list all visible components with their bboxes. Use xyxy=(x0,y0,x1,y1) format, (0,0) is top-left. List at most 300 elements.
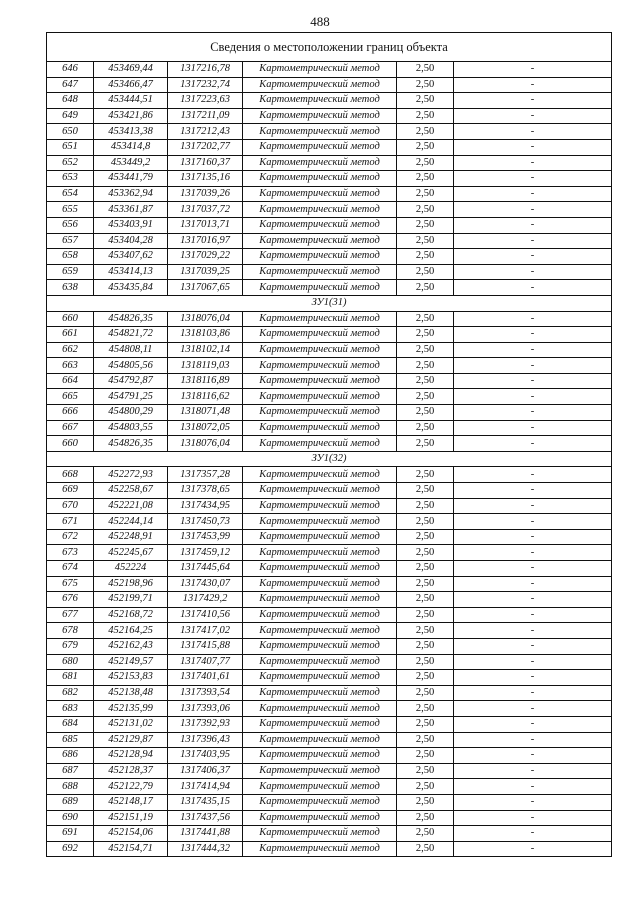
table-row xyxy=(47,217,612,233)
coord-y-cell: 1317357,28 xyxy=(168,467,243,483)
description-cell: - xyxy=(454,576,612,592)
point-number-cell: 679 xyxy=(47,638,94,654)
point-number-cell: 660 xyxy=(47,436,94,452)
coord-y-cell: 1317410,56 xyxy=(168,607,243,623)
precision-cell: 2,50 xyxy=(397,436,454,452)
coord-x-cell: 452148,17 xyxy=(94,794,168,810)
point-number-cell: 685 xyxy=(47,732,94,748)
precision-cell: 2,50 xyxy=(397,264,454,280)
method-cell: Картометрический метод xyxy=(243,716,397,732)
method-cell: Картометрический метод xyxy=(243,607,397,623)
description-cell: - xyxy=(454,62,612,78)
precision-cell: 2,50 xyxy=(397,171,454,187)
coord-y-cell: 1317434,95 xyxy=(168,498,243,514)
precision-cell: 2,50 xyxy=(397,405,454,421)
coord-y-cell: 1318119,03 xyxy=(168,358,243,374)
description-cell: - xyxy=(454,483,612,499)
coord-x-cell: 452224 xyxy=(94,561,168,577)
coord-x-cell: 453421,86 xyxy=(94,108,168,124)
description-cell: - xyxy=(454,342,612,358)
precision-cell: 2,50 xyxy=(397,139,454,155)
precision-cell: 2,50 xyxy=(397,623,454,639)
method-cell: Картометрический метод xyxy=(243,779,397,795)
coord-x-cell: 453449,2 xyxy=(94,155,168,171)
precision-cell: 2,50 xyxy=(397,77,454,93)
precision-cell: 2,50 xyxy=(397,529,454,545)
precision-cell: 2,50 xyxy=(397,124,454,140)
table-row xyxy=(47,264,612,280)
coord-y-cell: 1317445,64 xyxy=(168,561,243,577)
method-cell: Картометрический метод xyxy=(243,358,397,374)
method-cell: Картометрический метод xyxy=(243,62,397,78)
coord-y-cell: 1317037,72 xyxy=(168,202,243,218)
precision-cell: 2,50 xyxy=(397,373,454,389)
coord-x-cell: 452258,67 xyxy=(94,483,168,499)
description-cell: - xyxy=(454,607,612,623)
table-row xyxy=(47,545,612,561)
table-row xyxy=(47,748,612,764)
point-number-cell: 663 xyxy=(47,358,94,374)
table-row xyxy=(47,186,612,202)
description-cell: - xyxy=(454,701,612,717)
description-cell: - xyxy=(454,358,612,374)
table-row xyxy=(47,794,612,810)
precision-cell: 2,50 xyxy=(397,389,454,405)
point-number-cell: 673 xyxy=(47,545,94,561)
coord-y-cell: 1318076,04 xyxy=(168,311,243,327)
table-row xyxy=(47,373,612,389)
coord-x-cell: 454808,11 xyxy=(94,342,168,358)
table-row xyxy=(47,732,612,748)
coord-y-cell: 1317393,06 xyxy=(168,701,243,717)
coord-x-cell: 452199,71 xyxy=(94,592,168,608)
coord-y-cell: 1317223,63 xyxy=(168,93,243,109)
table-row xyxy=(47,108,612,124)
precision-cell: 2,50 xyxy=(397,280,454,296)
coord-y-cell: 1317212,43 xyxy=(168,124,243,140)
precision-cell: 2,50 xyxy=(397,249,454,265)
coord-y-cell: 1318102,14 xyxy=(168,342,243,358)
description-cell: - xyxy=(454,654,612,670)
precision-cell: 2,50 xyxy=(397,155,454,171)
coord-y-cell: 1317453,99 xyxy=(168,529,243,545)
coord-x-cell: 452128,37 xyxy=(94,763,168,779)
precision-cell: 2,50 xyxy=(397,62,454,78)
coord-y-cell: 1317232,74 xyxy=(168,77,243,93)
method-cell: Картометрический метод xyxy=(243,155,397,171)
coord-x-cell: 453413,38 xyxy=(94,124,168,140)
coord-x-cell: 452162,43 xyxy=(94,638,168,654)
coord-y-cell: 1317039,25 xyxy=(168,264,243,280)
table-row xyxy=(47,436,612,452)
method-cell: Картометрический метод xyxy=(243,685,397,701)
point-number-cell: 659 xyxy=(47,264,94,280)
method-cell: Картометрический метод xyxy=(243,826,397,842)
point-number-cell: 655 xyxy=(47,202,94,218)
point-number-cell: 680 xyxy=(47,654,94,670)
description-cell: - xyxy=(454,233,612,249)
table-title: Сведения о местоположении границ объекта xyxy=(47,33,612,62)
coord-y-cell: 1317067,65 xyxy=(168,280,243,296)
coord-x-cell: 452128,94 xyxy=(94,748,168,764)
point-number-cell: 666 xyxy=(47,405,94,421)
point-number-cell: 654 xyxy=(47,186,94,202)
method-cell: Картометрический метод xyxy=(243,592,397,608)
table-row xyxy=(47,280,612,296)
method-cell: Картометрический метод xyxy=(243,576,397,592)
coord-x-cell: 452272,93 xyxy=(94,467,168,483)
coord-x-cell: 453362,94 xyxy=(94,186,168,202)
section-label: ЗУ1(31) xyxy=(47,295,612,311)
method-cell: Картометрический метод xyxy=(243,529,397,545)
method-cell: Картометрический метод xyxy=(243,342,397,358)
precision-cell: 2,50 xyxy=(397,311,454,327)
table-row xyxy=(47,405,612,421)
coord-y-cell: 1318103,86 xyxy=(168,327,243,343)
table-row xyxy=(47,249,612,265)
method-cell: Картометрический метод xyxy=(243,373,397,389)
table-row xyxy=(47,171,612,187)
description-cell: - xyxy=(454,670,612,686)
point-number-cell: 683 xyxy=(47,701,94,717)
coord-y-cell: 1317450,73 xyxy=(168,514,243,530)
coord-x-cell: 453407,62 xyxy=(94,249,168,265)
table-row xyxy=(47,93,612,109)
coord-x-cell: 453404,28 xyxy=(94,233,168,249)
table-row xyxy=(47,607,612,623)
description-cell: - xyxy=(454,389,612,405)
point-number-cell: 690 xyxy=(47,810,94,826)
description-cell: - xyxy=(454,592,612,608)
coord-x-cell: 452248,91 xyxy=(94,529,168,545)
method-cell: Картометрический метод xyxy=(243,280,397,296)
table-row xyxy=(47,467,612,483)
point-number-cell: 652 xyxy=(47,155,94,171)
point-number-cell: 658 xyxy=(47,249,94,265)
point-number-cell: 669 xyxy=(47,483,94,499)
coord-y-cell: 1317393,54 xyxy=(168,685,243,701)
boundary-table-container xyxy=(46,32,611,857)
boundary-coordinates-table xyxy=(46,32,612,857)
description-cell: - xyxy=(454,498,612,514)
table-row xyxy=(47,654,612,670)
precision-cell: 2,50 xyxy=(397,654,454,670)
coord-y-cell: 1318076,04 xyxy=(168,436,243,452)
coord-y-cell: 1317039,26 xyxy=(168,186,243,202)
description-cell: - xyxy=(454,93,612,109)
coord-x-cell: 454805,56 xyxy=(94,358,168,374)
method-cell: Картометрический метод xyxy=(243,405,397,421)
method-cell: Картометрический метод xyxy=(243,732,397,748)
coord-y-cell: 1317396,43 xyxy=(168,732,243,748)
description-cell: - xyxy=(454,810,612,826)
description-cell: - xyxy=(454,311,612,327)
method-cell: Картометрический метод xyxy=(243,139,397,155)
point-number-cell: 677 xyxy=(47,607,94,623)
point-number-cell: 660 xyxy=(47,311,94,327)
description-cell: - xyxy=(454,108,612,124)
precision-cell: 2,50 xyxy=(397,794,454,810)
table-row xyxy=(47,358,612,374)
method-cell: Картометрический метод xyxy=(243,763,397,779)
coord-x-cell: 452151,19 xyxy=(94,810,168,826)
description-cell: - xyxy=(454,249,612,265)
method-cell: Картометрический метод xyxy=(243,748,397,764)
precision-cell: 2,50 xyxy=(397,327,454,343)
coord-x-cell: 453444,51 xyxy=(94,93,168,109)
description-cell: - xyxy=(454,139,612,155)
coord-y-cell: 1317378,65 xyxy=(168,483,243,499)
point-number-cell: 661 xyxy=(47,327,94,343)
coord-x-cell: 452168,72 xyxy=(94,607,168,623)
point-number-cell: 670 xyxy=(47,498,94,514)
table-row xyxy=(47,202,612,218)
point-number-cell: 648 xyxy=(47,93,94,109)
description-cell: - xyxy=(454,685,612,701)
method-cell: Картометрический метод xyxy=(243,670,397,686)
coord-x-cell: 452245,67 xyxy=(94,545,168,561)
coord-x-cell: 452164,25 xyxy=(94,623,168,639)
table-row xyxy=(47,763,612,779)
table-row xyxy=(47,77,612,93)
point-number-cell: 687 xyxy=(47,763,94,779)
coord-x-cell: 453435,84 xyxy=(94,280,168,296)
point-number-cell: 674 xyxy=(47,561,94,577)
precision-cell: 2,50 xyxy=(397,93,454,109)
coord-x-cell: 454792,87 xyxy=(94,373,168,389)
method-cell: Картометрический метод xyxy=(243,217,397,233)
method-cell: Картометрический метод xyxy=(243,467,397,483)
point-number-cell: 646 xyxy=(47,62,94,78)
table-row xyxy=(47,779,612,795)
description-cell: - xyxy=(454,373,612,389)
description-cell: - xyxy=(454,779,612,795)
coord-y-cell: 1317406,37 xyxy=(168,763,243,779)
description-cell: - xyxy=(454,826,612,842)
point-number-cell: 686 xyxy=(47,748,94,764)
method-cell: Картометрический метод xyxy=(243,233,397,249)
coord-y-cell: 1317202,77 xyxy=(168,139,243,155)
table-row xyxy=(47,327,612,343)
precision-cell: 2,50 xyxy=(397,561,454,577)
section-header-row xyxy=(47,295,612,311)
coord-x-cell: 453414,8 xyxy=(94,139,168,155)
point-number-cell: 653 xyxy=(47,171,94,187)
coord-x-cell: 454821,72 xyxy=(94,327,168,343)
method-cell: Картометрический метод xyxy=(243,171,397,187)
method-cell: Картометрический метод xyxy=(243,561,397,577)
coord-x-cell: 454803,55 xyxy=(94,420,168,436)
coord-x-cell: 454800,29 xyxy=(94,405,168,421)
point-number-cell: 649 xyxy=(47,108,94,124)
coord-x-cell: 454826,35 xyxy=(94,436,168,452)
coord-x-cell: 454826,35 xyxy=(94,311,168,327)
description-cell: - xyxy=(454,171,612,187)
table-row xyxy=(47,685,612,701)
point-number-cell: 684 xyxy=(47,716,94,732)
point-number-cell: 656 xyxy=(47,217,94,233)
method-cell: Картометрический метод xyxy=(243,202,397,218)
coord-y-cell: 1317016,97 xyxy=(168,233,243,249)
description-cell: - xyxy=(454,436,612,452)
precision-cell: 2,50 xyxy=(397,217,454,233)
coord-x-cell: 454791,25 xyxy=(94,389,168,405)
section-label: ЗУ1(32) xyxy=(47,451,612,467)
coord-x-cell: 452138,48 xyxy=(94,685,168,701)
point-number-cell: 675 xyxy=(47,576,94,592)
table-row xyxy=(47,670,612,686)
description-cell: - xyxy=(454,716,612,732)
coord-y-cell: 1317401,61 xyxy=(168,670,243,686)
method-cell: Картометрический метод xyxy=(243,623,397,639)
table-title-row xyxy=(47,33,612,62)
table-row xyxy=(47,514,612,530)
description-cell: - xyxy=(454,264,612,280)
precision-cell: 2,50 xyxy=(397,545,454,561)
precision-cell: 2,50 xyxy=(397,108,454,124)
coord-y-cell: 1317415,88 xyxy=(168,638,243,654)
point-number-cell: 688 xyxy=(47,779,94,795)
point-number-cell: 671 xyxy=(47,514,94,530)
point-number-cell: 667 xyxy=(47,420,94,436)
table-row xyxy=(47,841,612,857)
description-cell: - xyxy=(454,561,612,577)
method-cell: Картометрический метод xyxy=(243,311,397,327)
table-row xyxy=(47,483,612,499)
table-row xyxy=(47,233,612,249)
precision-cell: 2,50 xyxy=(397,685,454,701)
description-cell: - xyxy=(454,545,612,561)
precision-cell: 2,50 xyxy=(397,576,454,592)
point-number-cell: 651 xyxy=(47,139,94,155)
coord-y-cell: 1317407,77 xyxy=(168,654,243,670)
point-number-cell: 689 xyxy=(47,794,94,810)
point-number-cell: 672 xyxy=(47,529,94,545)
method-cell: Картометрический метод xyxy=(243,498,397,514)
table-row xyxy=(47,124,612,140)
precision-cell: 2,50 xyxy=(397,607,454,623)
description-cell: - xyxy=(454,763,612,779)
precision-cell: 2,50 xyxy=(397,483,454,499)
table-row xyxy=(47,420,612,436)
section-header-row xyxy=(47,451,612,467)
precision-cell: 2,50 xyxy=(397,810,454,826)
method-cell: Картометрический метод xyxy=(243,389,397,405)
coord-y-cell: 1317392,93 xyxy=(168,716,243,732)
point-number-cell: 691 xyxy=(47,826,94,842)
precision-cell: 2,50 xyxy=(397,467,454,483)
coord-y-cell: 1318116,62 xyxy=(168,389,243,405)
method-cell: Картометрический метод xyxy=(243,701,397,717)
description-cell: - xyxy=(454,124,612,140)
coord-x-cell: 452154,71 xyxy=(94,841,168,857)
description-cell: - xyxy=(454,327,612,343)
precision-cell: 2,50 xyxy=(397,358,454,374)
precision-cell: 2,50 xyxy=(397,716,454,732)
point-number-cell: 657 xyxy=(47,233,94,249)
method-cell: Картометрический метод xyxy=(243,654,397,670)
description-cell: - xyxy=(454,280,612,296)
method-cell: Картометрический метод xyxy=(243,483,397,499)
method-cell: Картометрический метод xyxy=(243,794,397,810)
table-row xyxy=(47,810,612,826)
method-cell: Картометрический метод xyxy=(243,420,397,436)
coord-x-cell: 452135,99 xyxy=(94,701,168,717)
point-number-cell: 638 xyxy=(47,280,94,296)
coord-y-cell: 1317211,09 xyxy=(168,108,243,124)
method-cell: Картометрический метод xyxy=(243,514,397,530)
table-row xyxy=(47,826,612,842)
method-cell: Картометрический метод xyxy=(243,841,397,857)
coord-y-cell: 1318072,05 xyxy=(168,420,243,436)
point-number-cell: 665 xyxy=(47,389,94,405)
coord-y-cell: 1317459,12 xyxy=(168,545,243,561)
coord-x-cell: 453414,13 xyxy=(94,264,168,280)
description-cell: - xyxy=(454,202,612,218)
table-row xyxy=(47,389,612,405)
method-cell: Картометрический метод xyxy=(243,108,397,124)
table-row xyxy=(47,155,612,171)
point-number-cell: 682 xyxy=(47,685,94,701)
description-cell: - xyxy=(454,748,612,764)
table-row xyxy=(47,498,612,514)
table-row xyxy=(47,529,612,545)
method-cell: Картометрический метод xyxy=(243,186,397,202)
precision-cell: 2,50 xyxy=(397,514,454,530)
precision-cell: 2,50 xyxy=(397,841,454,857)
precision-cell: 2,50 xyxy=(397,498,454,514)
precision-cell: 2,50 xyxy=(397,186,454,202)
coord-y-cell: 1317429,2 xyxy=(168,592,243,608)
description-cell: - xyxy=(454,420,612,436)
coord-x-cell: 452129,87 xyxy=(94,732,168,748)
precision-cell: 2,50 xyxy=(397,779,454,795)
method-cell: Картометрический метод xyxy=(243,124,397,140)
coord-y-cell: 1317414,94 xyxy=(168,779,243,795)
coord-y-cell: 1317160,37 xyxy=(168,155,243,171)
page-number: 488 xyxy=(310,14,330,29)
coord-x-cell: 453441,79 xyxy=(94,171,168,187)
coord-y-cell: 1317013,71 xyxy=(168,217,243,233)
precision-cell: 2,50 xyxy=(397,342,454,358)
precision-cell: 2,50 xyxy=(397,420,454,436)
precision-cell: 2,50 xyxy=(397,701,454,717)
description-cell: - xyxy=(454,186,612,202)
description-cell: - xyxy=(454,514,612,530)
method-cell: Картометрический метод xyxy=(243,264,397,280)
coord-x-cell: 452221,08 xyxy=(94,498,168,514)
table-body xyxy=(47,33,612,857)
coord-y-cell: 1317441,88 xyxy=(168,826,243,842)
description-cell: - xyxy=(454,155,612,171)
coord-x-cell: 453466,47 xyxy=(94,77,168,93)
method-cell: Картометрический метод xyxy=(243,545,397,561)
coord-x-cell: 453469,44 xyxy=(94,62,168,78)
coord-y-cell: 1317216,78 xyxy=(168,62,243,78)
method-cell: Картометрический метод xyxy=(243,810,397,826)
coord-y-cell: 1318116,89 xyxy=(168,373,243,389)
table-row xyxy=(47,638,612,654)
table-row xyxy=(47,716,612,732)
coord-y-cell: 1317403,95 xyxy=(168,748,243,764)
method-cell: Картометрический метод xyxy=(243,638,397,654)
coord-x-cell: 452198,96 xyxy=(94,576,168,592)
precision-cell: 2,50 xyxy=(397,233,454,249)
coord-x-cell: 453403,91 xyxy=(94,217,168,233)
coord-x-cell: 452153,83 xyxy=(94,670,168,686)
point-number-cell: 650 xyxy=(47,124,94,140)
precision-cell: 2,50 xyxy=(397,732,454,748)
